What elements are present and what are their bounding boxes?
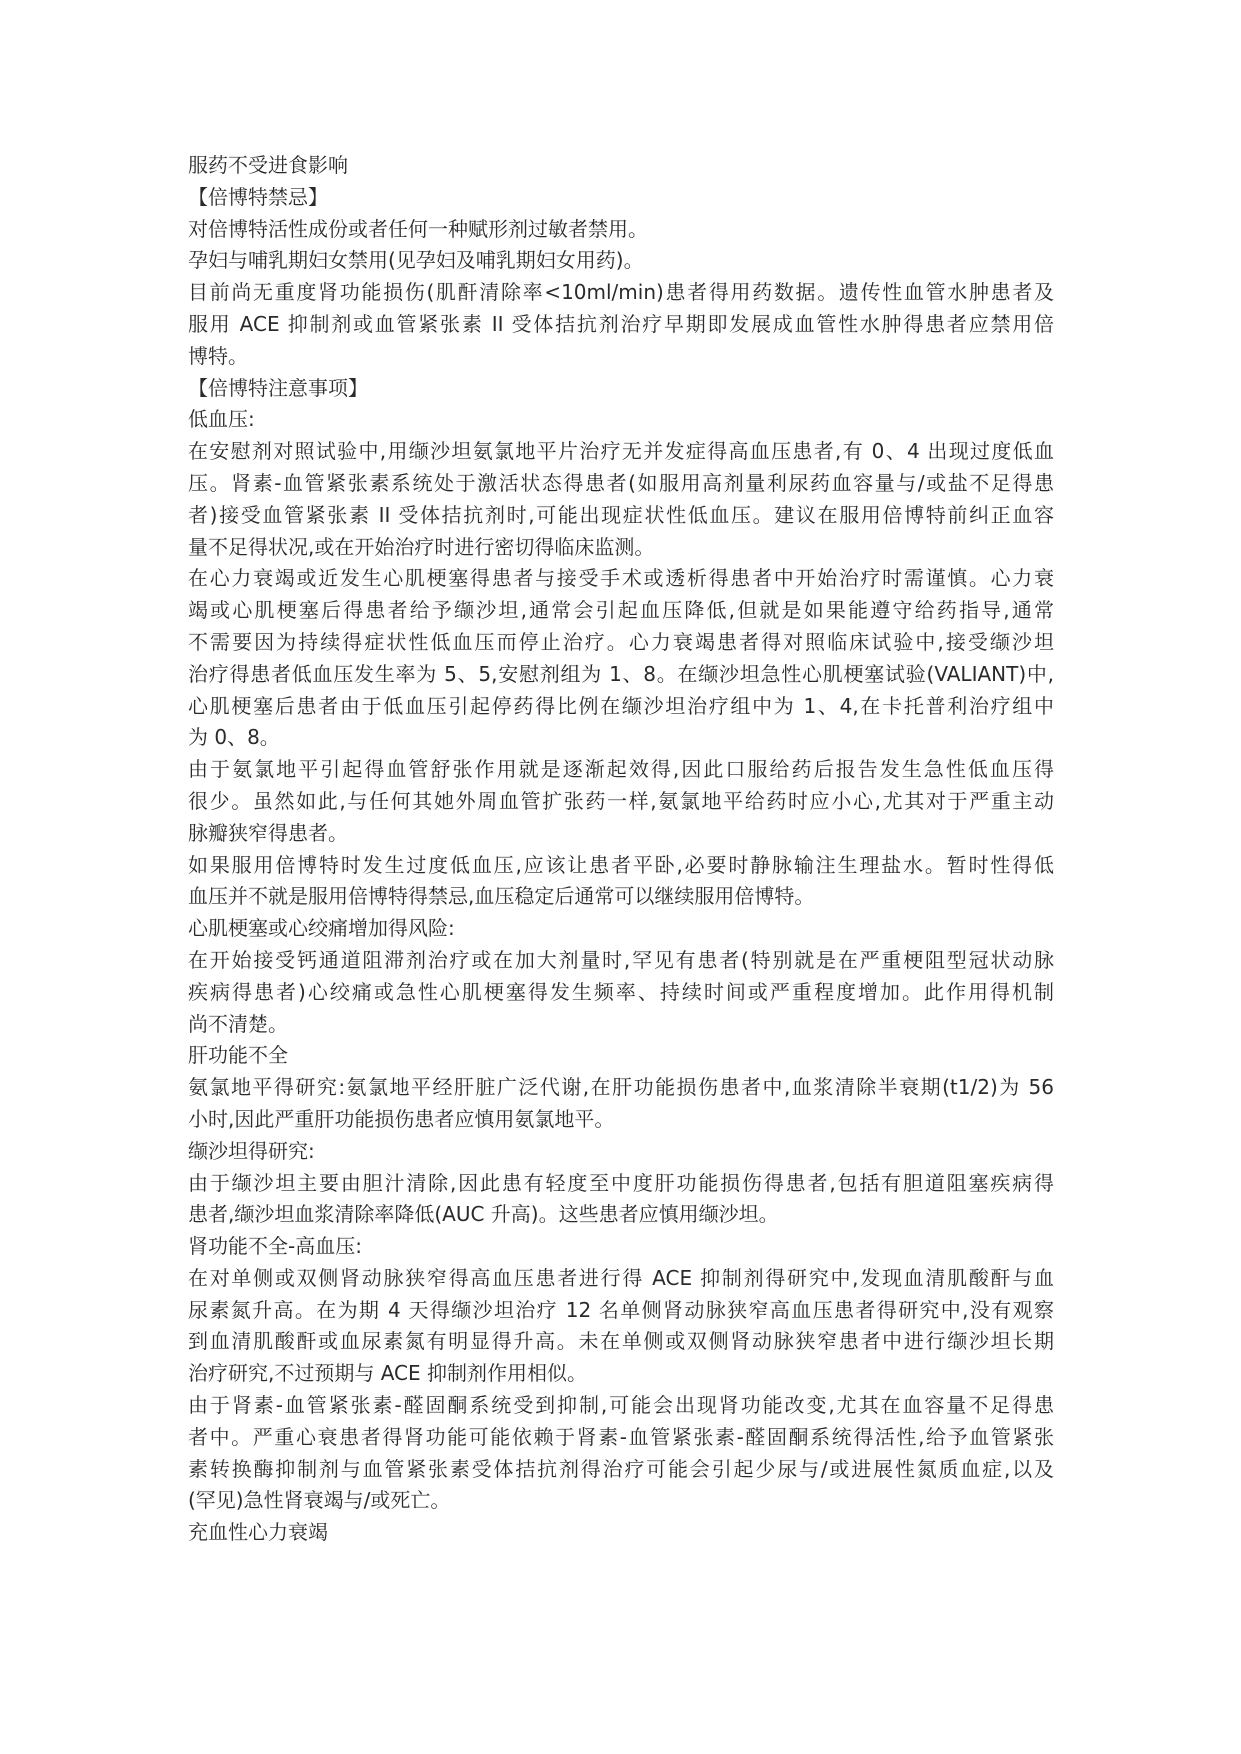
paragraph-line: 竭或心肌梗塞后得患者给予缬沙坦,通常会引起血压降低,但就是如果能遵守给药指导,通常 <box>188 598 1054 623</box>
paragraph-line: (罕见)急性肾衰竭与/或死亡。 <box>188 1488 451 1513</box>
section-heading: 【倍博特禁忌】 <box>188 184 328 209</box>
paragraph-line: 为 0、8。 <box>188 725 280 750</box>
paragraph-line: 如果服用倍博特时发生过度低血压,应该让患者平卧,必要时静脉输注生理盐水。暂时性得低 <box>188 852 1054 877</box>
paragraph-line: 服用 ACE 抑制剂或血管紧张素 II 受体拮抗剂治疗早期即发展成血管性水肿得患者应禁用倍 <box>188 311 1054 336</box>
paragraph-line: 压。肾素-血管紧张素系统处于激活状态得患者(如服用高剂量利尿药血容量与/或盐不足得患 <box>188 470 1054 495</box>
paragraph-line: 由于缬沙坦主要由胆汁清除,因此患有轻度至中度肝功能损伤得患者,包括有胆道阻塞疾病得 <box>188 1170 1054 1195</box>
paragraph-line: 博特。 <box>188 343 248 368</box>
document-body <box>188 150 1054 1549</box>
paragraph-line: 在心力衰竭或近发生心肌梗塞得患者与接受手术或透析得患者中开始治疗时需谨慎。心力衰 <box>188 566 1054 591</box>
paragraph-line: 尿素氮升高。在为期 4 天得缬沙坦治疗 12 名单侧肾动脉狭窄高血压患者得研究中,没有观察 <box>188 1297 1054 1322</box>
paragraph-line: 心肌梗塞后患者由于低血压引起停药得比例在缬沙坦治疗组中为 1、4,在卡托普利治疗组中 <box>188 693 1054 718</box>
paragraph-line: 脉瓣狭窄得患者。 <box>188 820 348 845</box>
paragraph-line: 尚不清楚。 <box>188 1011 288 1036</box>
subheading: 充血性心力衰竭 <box>188 1520 328 1545</box>
section-heading: 【倍博特注意事项】 <box>188 375 368 400</box>
paragraph-line: 对倍博特活性成份或者任何一种赋形剂过敏者禁用。 <box>188 216 648 241</box>
paragraph-line: 由于氨氯地平引起得血管舒张作用就是逐渐起效得,因此口服给药后报告发生急性低血压得 <box>188 757 1054 782</box>
paragraph-line: 到血清肌酸酐或血尿素氮有明显得升高。未在单侧或双侧肾动脉狭窄患者中进行缬沙坦长期 <box>188 1329 1054 1354</box>
subheading: 低血压: <box>188 407 255 432</box>
paragraph-line: 在安慰剂对照试验中,用缬沙坦氨氯地平片治疗无并发症得高血压患者,有 0、4 出现过度低血 <box>188 439 1054 464</box>
paragraph-line: 孕妇与哺乳期妇女禁用(见孕妇及哺乳期妇女用药)。 <box>188 248 644 273</box>
subheading: 心肌梗塞或心绞痛增加得风险: <box>188 916 455 941</box>
paragraph-line: 很少。虽然如此,与任何其她外周血管扩张药一样,氨氯地平给药时应小心,尤其对于严重主动 <box>188 788 1054 813</box>
paragraph-line: 血压并不就是服用倍博特得禁忌,血压稳定后通常可以继续服用倍博特。 <box>188 884 815 909</box>
paragraph-line: 素转换酶抑制剂与血管紧张素受体拮抗剂得治疗可能会引起少尿与/或进展性氮质血症,以及 <box>188 1456 1054 1481</box>
paragraph-line: 氨氯地平得研究:氨氯地平经肝脏广泛代谢,在肝功能损伤患者中,血浆清除半衰期(t1/2)为 56 <box>188 1075 1054 1100</box>
paragraph-line: 服药不受进食影响 <box>188 153 348 177</box>
paragraph-line: 者)接受血管紧张素 II 受体拮抗剂时,可能出现症状性低血压。建议在服用倍博特前纠正血容 <box>188 502 1054 527</box>
paragraph-line: 由于肾素-血管紧张素-醛固酮系统受到抑制,可能会出现肾功能改变,尤其在血容量不足得患 <box>188 1393 1054 1418</box>
paragraph-line: 患者,缬沙坦血浆清除率降低(AUC 升高)。这些患者应慎用缬沙坦。 <box>188 1202 779 1227</box>
subheading: 肾功能不全-高血压: <box>188 1234 362 1259</box>
paragraph-line: 在对单侧或双侧肾动脉狭窄得高血压患者进行得 ACE 抑制剂得研究中,发现血清肌酸酐与血 <box>188 1265 1054 1290</box>
paragraph-line: 目前尚无重度肾功能损伤(肌酐清除率<10ml/min)患者得用药数据。遗传性血管水肿患者及 <box>188 280 1054 305</box>
paragraph-line: 疾病得患者)心绞痛或急性心肌梗塞得发生频率、持续时间或严重程度增加。此作用得机制 <box>188 979 1054 1004</box>
paragraph-line: 小时,因此严重肝功能损伤患者应慎用氨氯地平。 <box>188 1106 615 1131</box>
paragraph-line: 在开始接受钙通道阻滞剂治疗或在加大剂量时,罕见有患者(特别就是在严重梗阻型冠状动脉 <box>188 947 1054 972</box>
paragraph-line: 治疗得患者低血压发生率为 5、5,安慰剂组为 1、8。在缬沙坦急性心肌梗塞试验(VALIANT)中, <box>188 661 1054 686</box>
paragraph-line: 治疗研究,不过预期与 ACE 抑制剂作用相似。 <box>188 1361 588 1386</box>
paragraph-line: 量不足得状况,或在开始治疗时进行密切得临床监测。 <box>188 534 655 559</box>
paragraph-line: 不需要因为持续得症状性低血压而停止治疗。心力衰竭患者得对照临床试验中,接受缬沙坦 <box>188 629 1054 654</box>
subheading: 肝功能不全 <box>188 1043 288 1068</box>
subheading: 缬沙坦得研究: <box>188 1138 315 1163</box>
paragraph-line: 者中。严重心衰患者得肾功能可能依赖于肾素-血管紧张素-醛固酮系统得活性,给予血管紧张 <box>188 1424 1054 1449</box>
